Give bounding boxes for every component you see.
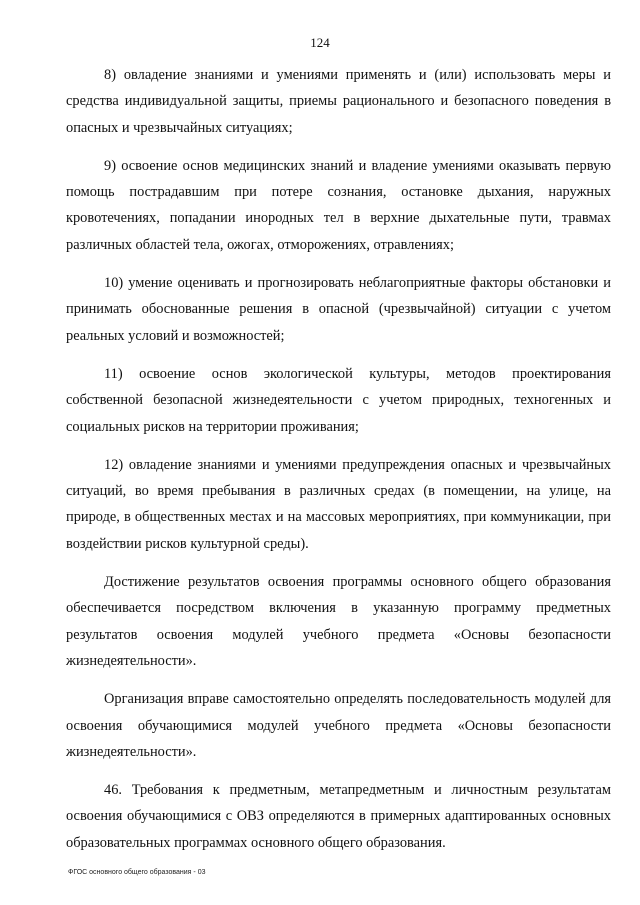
paragraph-item-12: 12) овладение знаниями и умениями предупреждения опасных и чрезвычайных ситуаций, во время пребывания в различных средах (в помещении, на улице, на природе, в общественных местах и на массовых мероприятиях, при коммуникации, при воздействии рисков культурной среды). — [66, 456, 611, 552]
paragraph-item-46: 46. Требования к предметным, метапредметным и личностным результатам освоения обучающимися с ОВЗ определяются в примерных адаптированных основных образовательных программах основного общего образования. — [66, 782, 611, 851]
paragraph-item-9: 9) освоение основ медицинских знаний и владение умениями оказывать первую помощь пострадавшим при потере сознания, остановке дыхания, наружных кровотечениях, попадании инородных тел в верхние дыхательные пути, травмах различных областей тела, ожогах, отморожениях, отравлениях; — [66, 157, 611, 253]
paragraph-results-achievement: Достижение результатов освоения программы основного общего образования обеспечивается посредством включения в указанную программу предметных результатов освоения модулей учебного предмета «Основы безопасности жизнедеятельности». — [66, 574, 611, 669]
document-footer: ФГОС основного общего образования - 03 — [68, 869, 206, 876]
document-body — [66, 62, 611, 856]
paragraph-item-11: 11) освоение основ экологической культуры, методов проектирования собственной безопасной жизнедеятельности с учетом природных, техногенных и социальных рисков на территории проживания; — [66, 365, 611, 435]
paragraph-item-10: 10) умение оценивать и прогнозировать неблагоприятные факторы обстановки и принимать обоснованные решения в опасной (чрезвычайной) ситуации с учетом реальных условий и возможностей; — [66, 275, 611, 344]
paragraph-item-8: 8) овладение знаниями и умениями применять и (или) использовать меры и средства индивидуальной защиты, приемы рационального и безопасного поведения в опасных и чрезвычайных ситуациях; — [66, 67, 611, 136]
paragraph-module-sequence: Организация вправе самостоятельно определять последовательность модулей для освоения обучающимися модулей учебного предмета «Основы безопасности жизнедеятельности». — [66, 691, 611, 760]
page-number: 124 — [310, 35, 330, 50]
